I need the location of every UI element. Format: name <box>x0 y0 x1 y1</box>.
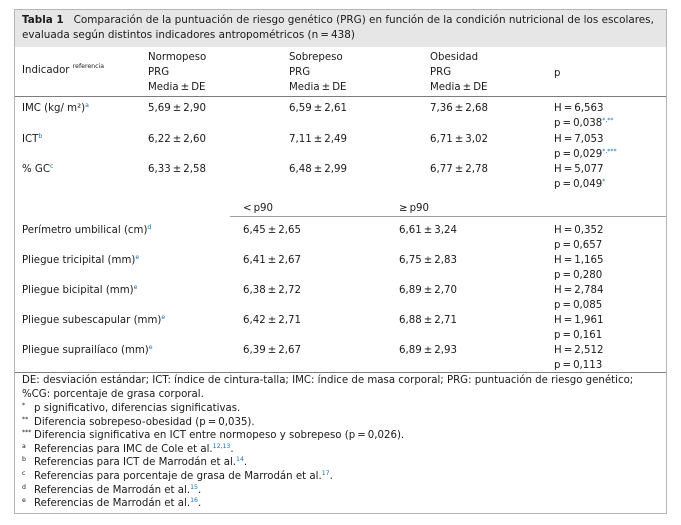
row-label-text: Pliegue subescapular (mm) <box>22 315 162 326</box>
footnote-text: Diferencia sobrepeso-obesidad (p = 0,035). <box>34 416 255 428</box>
footnote-end: . <box>230 443 234 455</box>
header-rule <box>15 96 666 97</box>
footnote-text: Referencias para IMC de Cole et al. <box>34 443 213 455</box>
header-group-sobrepeso: Sobrepeso PRG Media ± DE <box>289 52 347 93</box>
subheader-lt-p90: < p90 <box>243 203 274 214</box>
subheader-ge-p90: ≥ p90 <box>399 203 430 214</box>
header-group-normopeso: Normopeso PRG Media ± DE <box>148 52 207 93</box>
row-label <box>22 162 53 177</box>
footnote-text: Referencias de Marrodán et al. <box>34 498 191 510</box>
row-h-stat: H = 2,784 <box>554 285 604 296</box>
footnote-ref: 15 <box>190 483 198 491</box>
footnote-abbreviations: DE: desviación estándar; ICT: índice de cintura-talla; IMC: índice de masa corporal; PRG: puntuación de riesgo genético; %CG: porcentaje de grasa corporal. <box>22 375 634 400</box>
row-value-v1: 6,39 ± 2,67 <box>243 345 301 356</box>
footnote-ref: 14 <box>236 456 244 464</box>
footnote-item: $^d$ Referencias de Marrodán et al.$^{15}$. <box>22 483 202 496</box>
footer-rule <box>15 372 666 373</box>
row-label-text: ICT <box>22 134 39 145</box>
footnote-item: $^b$ Referencias para ICT de Marrodán et al.$^{14}$. <box>22 456 248 469</box>
row-label-ref: c <box>49 163 54 170</box>
footnote-text: Diferencia significativa en ICT entre normopeso y sobrepeso (p = 0,026). <box>34 430 405 442</box>
row-label-text: Pliegue suprailíaco (mm) <box>22 345 149 356</box>
row-p-value: p = 0,085 <box>554 300 603 311</box>
row-label <box>22 132 42 147</box>
header-indicator: Indicador $^{referencia}$ <box>22 63 104 76</box>
row-label-ref: b <box>38 133 43 140</box>
row-label-ref: e <box>135 254 140 261</box>
table-label: Tabla 1 <box>22 14 64 26</box>
row-value-v1: 6,38 ± 2,72 <box>243 285 301 296</box>
row-label <box>22 101 89 116</box>
row-label <box>22 283 137 298</box>
footnote-text: Referencias de Marrodán et al. <box>34 484 191 496</box>
footnote-item: $^c$ Referencias para porcentaje de grasa de Marrodán et al.$^{17}$. <box>22 470 333 482</box>
row-label-text: Pliegue tricipital (mm) <box>22 255 136 266</box>
footnote-text: Referencias para ICT de Marrodán et al. <box>34 457 237 469</box>
footnote-ref: 17 <box>321 470 330 477</box>
row-h-stat: H = 1,165 <box>554 255 604 266</box>
row-label <box>22 253 139 268</box>
footnote-ref: 12,13 <box>212 442 231 450</box>
header-p: p <box>554 68 561 79</box>
row-value-v2: 7,11 ± 2,49 <box>289 134 347 145</box>
caption-text: Comparación de la puntuación de riesgo genético (PRG) en función de la condición nutricional de los escolares, evaluada según distintos indicadores antropométricos (n = 438) <box>22 14 654 41</box>
row-value-v3: 6,71 ± 3,02 <box>430 134 488 145</box>
row-h-stat: H = 5,077 <box>554 164 604 175</box>
row-value-v2: 6,59 ± 2,61 <box>289 103 347 114</box>
footnote-end: . <box>243 457 248 469</box>
row-p-sig: *,** <box>602 117 614 124</box>
row-p-value: p = 0,113 <box>554 360 603 371</box>
row-h-stat: H = 2,512 <box>554 345 604 356</box>
footnote-end: . <box>197 498 202 510</box>
row-value-v3: 7,36 ± 2,68 <box>430 103 488 114</box>
row-label-text: IMC (kg/ m²) <box>22 103 86 114</box>
row-value-v2: 6,88 ± 2,71 <box>399 315 457 326</box>
row-label-text: Pliegue bicipital (mm) <box>22 285 134 296</box>
row-value-v2: 6,61 ± 3,24 <box>399 225 457 236</box>
row-p-text: p = 0,049 <box>554 179 603 190</box>
row-p-value: p = 0,657 <box>554 240 603 251</box>
footnote-item: ** Diferencia sobrepeso-obesidad (p = 0,035). <box>22 415 255 428</box>
row-h-stat: H = 6,563 <box>554 103 604 114</box>
table-caption <box>22 13 662 43</box>
row-p-value <box>554 177 605 192</box>
footnote-item: $^a$ Referencias para IMC de Cole et al.$^{12,13}$. <box>22 442 234 455</box>
row-label-ref: e <box>148 344 153 351</box>
row-p-text: p = 0,038 <box>554 118 603 129</box>
footnote-ref: 16 <box>190 497 198 505</box>
footnote-item: * p significativo, diferencias significativas. <box>22 402 241 414</box>
row-value-v1: 6,41 ± 2,67 <box>243 255 301 266</box>
row-value-v2: 6,48 ± 2,99 <box>289 164 347 175</box>
row-label <box>22 223 151 238</box>
footnote-text: p significativo, diferencias significativas. <box>34 403 241 414</box>
footnote-end: . <box>197 484 202 496</box>
footnote-text: Referencias para porcentaje de grasa de Marrodán et al. <box>34 471 322 482</box>
row-value-v1: 6,42 ± 2,71 <box>243 315 301 326</box>
row-value-v2: 6,89 ± 2,70 <box>399 285 457 296</box>
row-h-stat: H = 7,053 <box>554 134 604 145</box>
row-label-ref: a <box>85 102 89 109</box>
table-frame <box>14 9 667 514</box>
row-p-sig: *,*** <box>602 148 617 155</box>
row-value-v2: 6,75 ± 2,83 <box>399 255 457 266</box>
row-label-ref: e <box>161 314 166 321</box>
row-label <box>22 343 153 358</box>
row-p-value: p = 0,161 <box>554 330 603 341</box>
footnote-item: $^e$ Referencias de Marrodán et al.$^{16}$. <box>22 497 202 510</box>
row-value-v3: 6,77 ± 2,78 <box>430 164 488 175</box>
row-p-value <box>554 116 614 131</box>
row-value-v1: 6,33 ± 2,58 <box>148 164 206 175</box>
row-value-v1: 5,69 ± 2,90 <box>148 103 206 114</box>
row-p-text: p = 0,029 <box>554 149 603 160</box>
footnote-end: . <box>329 471 333 482</box>
subheader-rule <box>230 216 666 217</box>
footnote-item: *** Diferencia significativa en ICT entre normopeso y sobrepeso (p = 0,026). <box>22 429 405 442</box>
row-h-stat: H = 1,961 <box>554 315 604 326</box>
row-label-text: Perímetro umbilical (cm) <box>22 225 148 236</box>
row-p-sig: * <box>602 178 606 185</box>
row-value-v1: 6,22 ± 2,60 <box>148 134 206 145</box>
row-label-ref: e <box>133 284 138 291</box>
header-group-obesidad: Obesidad PRG Media ± DE <box>430 52 488 93</box>
row-value-v1: 6,45 ± 2,65 <box>243 225 301 236</box>
row-p-value <box>554 147 617 162</box>
row-label-text: % GC <box>22 164 50 175</box>
row-label <box>22 313 165 328</box>
row-h-stat: H = 0,352 <box>554 225 604 236</box>
caption-bar <box>15 10 666 47</box>
row-label-ref: d <box>147 224 152 231</box>
header-indicator-sup: referencia <box>72 63 104 70</box>
row-p-value: p = 0,280 <box>554 270 603 281</box>
row-value-v2: 6,89 ± 2,93 <box>399 345 457 356</box>
